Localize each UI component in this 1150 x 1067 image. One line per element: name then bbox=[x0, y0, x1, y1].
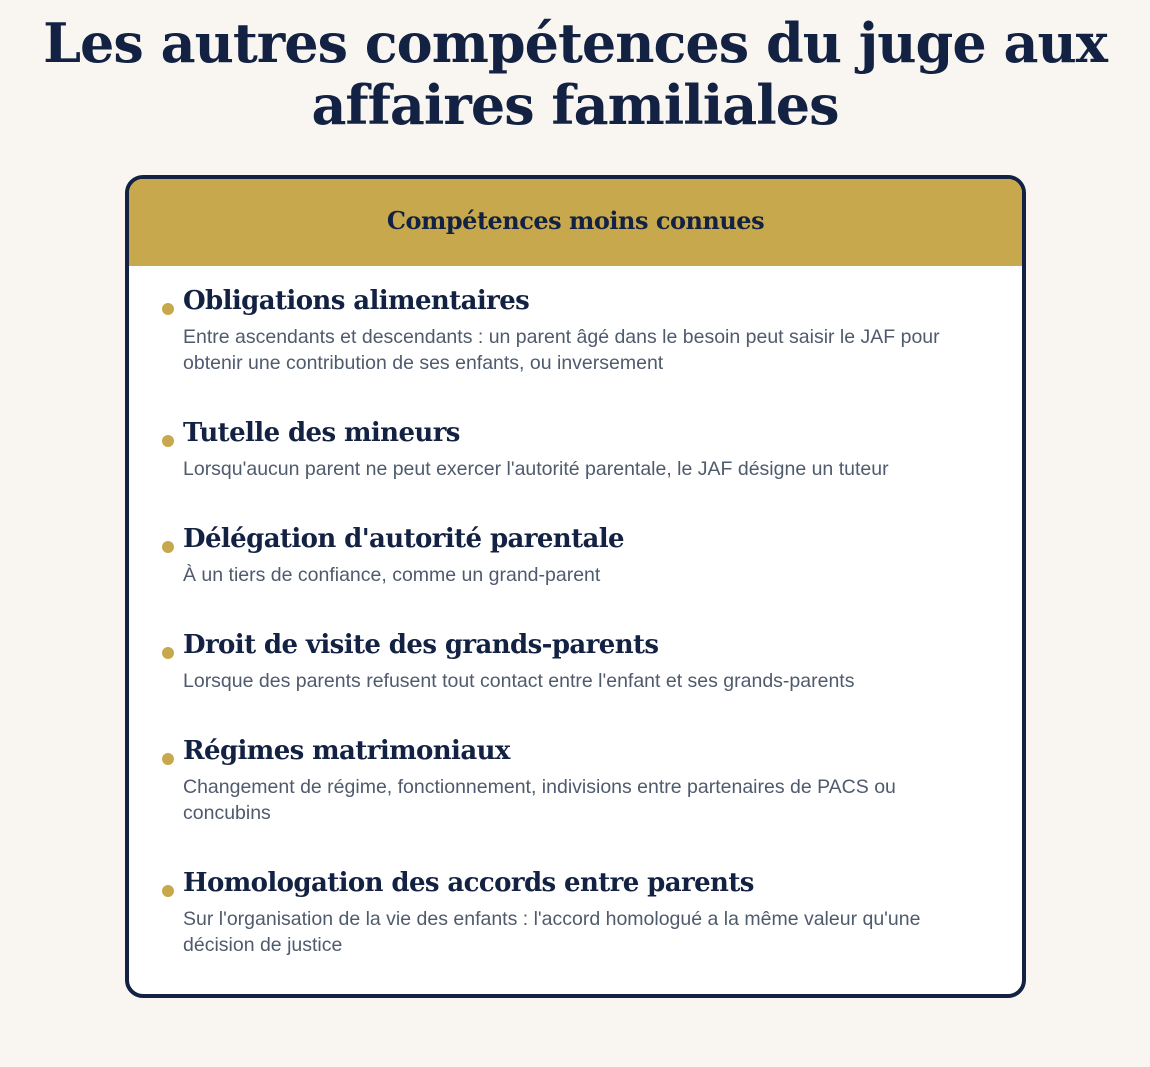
item-title: Obligations alimentaires bbox=[183, 286, 530, 316]
item-description-line: Lorsqu'aucun parent ne peut exercer l'autorité parentale, le JAF désigne un tuteur bbox=[183, 458, 889, 480]
gold-dot-icon bbox=[162, 435, 174, 447]
item-description-line: obtenir une contribution de ses enfants, ou inversement bbox=[183, 352, 664, 374]
list-item-homologation-des-accords bbox=[183, 865, 993, 958]
item-title: Homologation des accords entre parents bbox=[183, 868, 754, 898]
item-description bbox=[183, 324, 993, 376]
card-header-title: Compétences moins connues bbox=[386, 206, 765, 235]
item-description-line: décision de justice bbox=[183, 934, 343, 956]
gold-dot-icon bbox=[162, 303, 174, 315]
item-description bbox=[183, 456, 993, 482]
gold-dot-icon bbox=[162, 541, 174, 553]
item-title: Délégation d'autorité parentale bbox=[183, 524, 624, 554]
item-description bbox=[183, 906, 993, 958]
list-item-delegation-autorite-parentale bbox=[183, 521, 993, 588]
item-description bbox=[183, 774, 993, 826]
page-title bbox=[0, 12, 1150, 136]
item-description-line: Lorsque des parents refusent tout contact entre l'enfant et ses grands-parents bbox=[183, 670, 855, 692]
item-title: Droit de visite des grands-parents bbox=[183, 630, 659, 660]
item-title: Tutelle des mineurs bbox=[183, 418, 460, 448]
gold-dot-icon bbox=[162, 647, 174, 659]
gold-dot-icon bbox=[162, 753, 174, 765]
item-description bbox=[183, 668, 993, 694]
list-item-droit-de-visite-grands-parents bbox=[183, 627, 993, 694]
gold-dot-icon bbox=[162, 885, 174, 897]
item-description-line: Entre ascendants et descendants : un parent âgé dans le besoin peut saisir le JAF pour bbox=[183, 326, 940, 348]
competences-list bbox=[129, 179, 1022, 994]
item-description-line: Changement de régime, fonctionnement, indivisions entre partenaires de PACS ou bbox=[183, 776, 896, 798]
list-item-regimes-matrimoniaux bbox=[183, 733, 993, 826]
page-title-line-2: affaires familiales bbox=[311, 73, 839, 137]
item-description-line: concubins bbox=[183, 802, 271, 824]
list-item-obligations-alimentaires bbox=[183, 283, 993, 376]
item-description-line: Sur l'organisation de la vie des enfants : l'accord homologué a la même valeur qu'une bbox=[183, 908, 921, 930]
item-title: Régimes matrimoniaux bbox=[183, 736, 510, 766]
item-description-line: À un tiers de confiance, comme un grand-parent bbox=[183, 564, 601, 586]
item-description bbox=[183, 562, 993, 588]
page-title-line-1: Les autres compétences du juge aux bbox=[43, 11, 1107, 75]
competences-card bbox=[125, 175, 1026, 998]
list-item-tutelle-des-mineurs bbox=[183, 415, 993, 482]
